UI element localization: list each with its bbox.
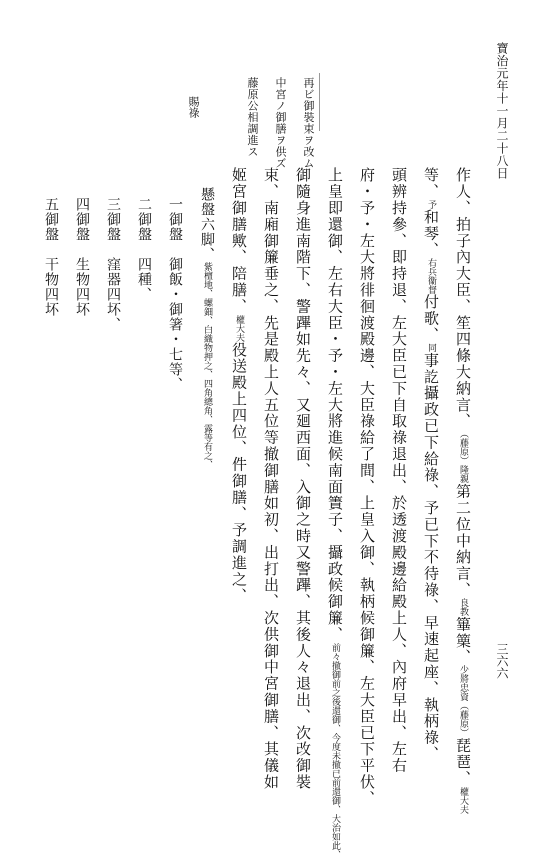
list-item-tray-3: 三御盤 窪器四坏、 — [105, 197, 121, 332]
inline-note: 良教 — [458, 598, 468, 617]
margin-label-reward: 賜祿 — [187, 96, 200, 118]
text-column-9: 懸盤六脚、紫檀地、螺鈿、白織物押之、四角總角、露等有之、 — [199, 187, 215, 469]
list-item-tray-1: 一御盤 御飯・御箸・七等、 — [167, 197, 183, 392]
margin-note-empress-meal: 中宮ノ御膳ヲ供ズ — [274, 77, 287, 169]
list-item-tray-4: 四御盤 生物四坏 — [74, 197, 90, 317]
text-column-3: 頭辨持參、即持退、左大臣已下自取祿退出、於透渡殿邊給殿上人、內府早出、左右 — [390, 167, 408, 774]
text-column-8: 姬宮御膳歟、陪膳、權大夫役送殿上四位、件御膳、予調進之、 — [230, 167, 248, 605]
text-column-4: 府・予・左大將徘徊渡殿邊、大臣祿給了間、上皇入御、執柄候御簾、左大臣已下平伏、 — [358, 167, 376, 807]
inline-note: 權大夫 — [458, 786, 468, 814]
text-column-5: 上皇即還御、左右大臣・予・左大將進候南面簀子、攝政候御簾、前々撤御前之後還御、今度未撤已前還御、大治如此、 — [326, 167, 344, 859]
text-column-1: 作人、拍子內大臣、笙四條大納言、（藤原）隆親第二位中納言、良教篳篥、少將忠資（藤原）琵琶、權大夫 — [454, 167, 472, 814]
header-date: 寶治元年十一月二十八日 — [495, 42, 509, 180]
inline-note: 右兵衞督 — [426, 258, 436, 295]
text-column-6: 御隨身進南階下、警蹕如先々、又廻西面、入御之時又警蹕、其後人々退出、次改御裝 — [294, 167, 312, 791]
inline-note: 同 — [426, 343, 436, 353]
inline-note: 前々撤御前之後還御、今度未撤已前還御、大治如此、 — [330, 642, 340, 859]
page-number: 三六六 — [495, 643, 509, 679]
inline-note: 少將忠資（藤原） — [458, 665, 468, 738]
text-column-2: 等、予和琴、右兵衞督付歌、同事訖攝政已下給祿、予已下不待祿、早速起座、執柄祿、 — [422, 167, 440, 763]
list-item-tray-2: 二御盤 四種、 — [136, 197, 152, 302]
margin-note-fujiwara: 藤原公相調進ス — [246, 77, 259, 158]
text-column-7: 束、南廂御簾垂之、先是殿上人五位等撤御膳如初、出打出、次供御中宮御膳、其儀如 — [262, 167, 280, 791]
inline-note: （藤原）隆親 — [458, 429, 468, 484]
inline-note: 權大夫 — [234, 314, 244, 342]
margin-note-box — [233, 73, 320, 169]
margin-note-costume: 再ビ御裝束ヲ改ム — [302, 77, 315, 169]
list-item-tray-5: 五御盤 干物四坏 — [43, 197, 59, 317]
inline-note: 予 — [426, 199, 436, 209]
inline-note: 紫檀地、螺鈿、白織物押之、四角總角、露等有之、 — [202, 262, 212, 469]
